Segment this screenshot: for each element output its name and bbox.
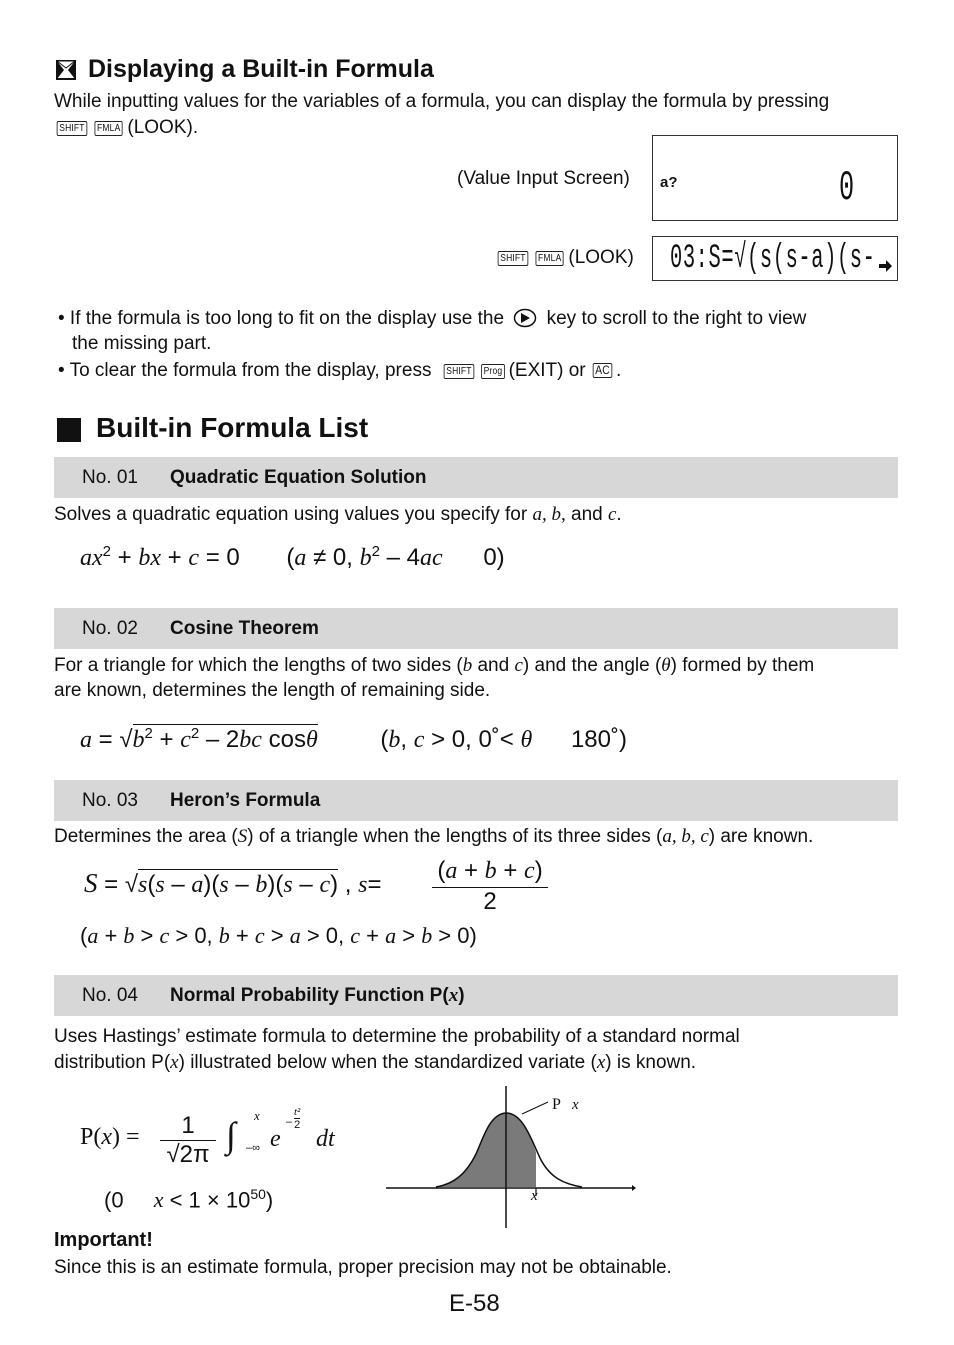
formula-03-condition: (a + b > c > 0, b + c > a > 0, c + a > b > 0) [80, 923, 477, 948]
formula-03-fraction: (a + b + c) 2 [432, 857, 548, 916]
look-label: (LOOK) [568, 247, 634, 268]
formula-02-equation: $a = √b^2 + c^2 - 2bc$ cosθ (b, c > 0, 0˚< θ 180˚) [80, 725, 627, 753]
normal-distribution-graph [384, 1084, 636, 1230]
prog-key: Prog [481, 364, 505, 379]
scroll-right-arrow-icon [879, 259, 893, 278]
ac-key: AC [593, 363, 613, 378]
formula-title: Cosine Theorem [170, 618, 319, 639]
formula-bar-01 [54, 457, 898, 498]
formula-number: No. 01 [82, 467, 138, 488]
section-icon [56, 60, 76, 80]
graph-label-x: x [531, 1188, 538, 1204]
lcd-variable-prompt: a? [660, 174, 678, 191]
formula-number: No. 03 [82, 790, 138, 811]
formula-01-desc: Solves a quadratic equation using values you specify for a, b, and c. [54, 504, 622, 525]
formula-02-desc-line1: For a triangle for which the lengths of two sides (b and c) and the angle (θ) formed by them [54, 655, 815, 676]
important-text: Since this is an estimate formula, proper precision may not be obtainable. [54, 1257, 672, 1278]
formula-04-condition: (0 $x < 1 \times 10^{50}$) [104, 1186, 274, 1213]
lcd-formula-text: 03:S=√(s(s-a)(s- [670, 240, 876, 278]
value-input-lcd [652, 135, 898, 221]
formula-number: No. 04 [82, 985, 138, 1006]
bullet2: • To clear the formula from the display, press SHIFT Prog (EXIT) or AC . [58, 360, 622, 381]
black-square-icon [57, 418, 81, 442]
formula-number: No. 02 [82, 618, 138, 639]
formula-04-desc-line1: Uses Hastings’ estimate formula to determine the probability of a standard normal [54, 1026, 740, 1047]
look-text: (LOOK). [127, 117, 199, 138]
formula-title: Quadratic Equation Solution [170, 467, 427, 488]
shift-key: SHIFT [57, 121, 88, 136]
section-title-displaying: Displaying a Built-in Formula [88, 55, 434, 83]
formula-bar-02 [54, 608, 898, 649]
fmla-key: FMLA [535, 251, 563, 266]
formula-04-desc-line2: distribution P(x) illustrated below when the standardized variate (x) is known. [54, 1052, 697, 1073]
intro-line2 [54, 115, 198, 140]
graph-label-p: P [552, 1096, 561, 1113]
formula-01-equation: $ax^2$ + bx + c = 0 (a ≠ 0, $b^2 - 4ac$ 0) [80, 543, 505, 571]
formula-02-desc-line2: are known, determines the length of remaining side. [54, 680, 491, 701]
formula-title: Heron’s Formula [170, 790, 321, 811]
intro-line1: While inputting values for the variables of a formula, you can display the formula by pressing [54, 91, 830, 112]
shift-key: SHIFT [498, 251, 529, 266]
formula-04-equation: P(x) = 1 √2π ∫ x –∞ e – t² 2 dt [80, 1106, 335, 1168]
formula-03-equation: S = √s(s – a)(s – b)(s – c) , s= [84, 868, 382, 898]
formula-bar-04 [54, 975, 898, 1016]
look-row-label [495, 245, 634, 270]
formula-03-desc: Determines the area (S) of a triangle when the lengths of its three sides (a, b, c) are known. [54, 826, 814, 847]
formula-title: Normal Probability Function P(x) [170, 985, 465, 1006]
graph-label-px: x [572, 1097, 579, 1113]
important-label: Important! [54, 1229, 153, 1251]
fmla-key: FMLA [94, 121, 122, 136]
page-number: E-58 [449, 1290, 500, 1317]
right-arrow-key-icon [513, 308, 537, 335]
bullet1-line1: • If the formula is too long to fit on the display use the key to scroll to the right to view [58, 306, 806, 335]
section-title-formula-list: Built-in Formula List [96, 412, 369, 443]
shift-key: SHIFT [443, 364, 474, 379]
formula-look-lcd [652, 236, 898, 281]
value-input-screen-label: (Value Input Screen) [457, 168, 630, 189]
formula-bar-03 [54, 780, 898, 821]
bullet1-line2: the missing part. [72, 333, 212, 354]
lcd-value: 0 [839, 164, 855, 212]
